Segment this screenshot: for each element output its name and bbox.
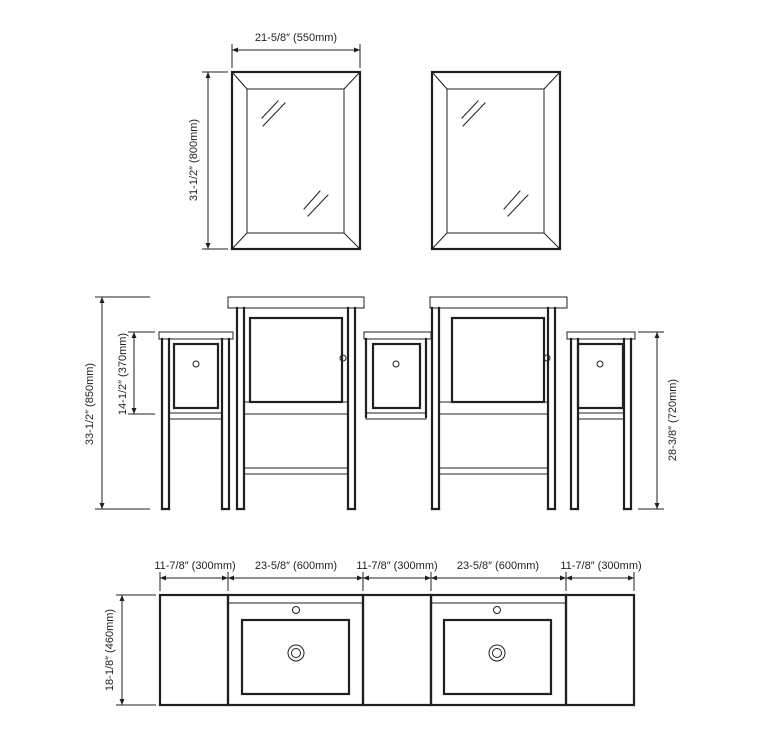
side-cabinet-left xyxy=(159,332,233,509)
main-vanity-right xyxy=(430,297,567,509)
mirror-height-label: 31-1/2″ (800mm) xyxy=(188,118,200,202)
mirror-right xyxy=(432,72,560,249)
depth-label: 18-1/8″ (460mm) xyxy=(104,608,116,692)
total-height-label: 33-1/2″ (850mm) xyxy=(84,362,96,446)
counter-height-label: 28-3/8″ (720mm) xyxy=(667,378,679,462)
drawer-height-label: 14-1/2″ (370mm) xyxy=(117,332,129,416)
faucet-hole-icon xyxy=(293,607,300,614)
glass-reflection-icon xyxy=(462,101,528,216)
mirror-height-dimension xyxy=(188,72,228,249)
side-cabinet-middle xyxy=(364,332,431,419)
faucet-hole-icon xyxy=(494,607,501,614)
drawer-height-dimension xyxy=(117,332,155,415)
width-label-side-right: 11-7/8″ (300mm) xyxy=(560,560,642,572)
top-view xyxy=(160,595,634,705)
depth-dimension xyxy=(104,595,156,705)
width-dimension-chain xyxy=(154,560,641,591)
side-cabinet-right xyxy=(567,332,635,509)
width-label-side-left: 11-7/8″ (300mm) xyxy=(154,560,236,572)
drain-icon xyxy=(489,645,505,661)
width-label-side-middle: 11-7/8″ (300mm) xyxy=(356,560,438,572)
front-view xyxy=(159,297,635,509)
drain-icon xyxy=(288,645,304,661)
main-vanity-left xyxy=(228,297,364,509)
mirror-width-dimension xyxy=(232,32,360,68)
width-label-vanity-right: 23-5/8″ (600mm) xyxy=(456,560,540,572)
width-label-vanity-left: 23-5/8″ (600mm) xyxy=(254,560,338,572)
sink-basin-left xyxy=(242,607,349,695)
sink-basin-right xyxy=(444,607,551,695)
glass-reflection-icon xyxy=(262,101,328,216)
mirror-width-label: 21-5/8″ (550mm) xyxy=(254,32,338,44)
counter-height-dimension xyxy=(638,332,679,509)
mirror-left xyxy=(232,72,360,249)
